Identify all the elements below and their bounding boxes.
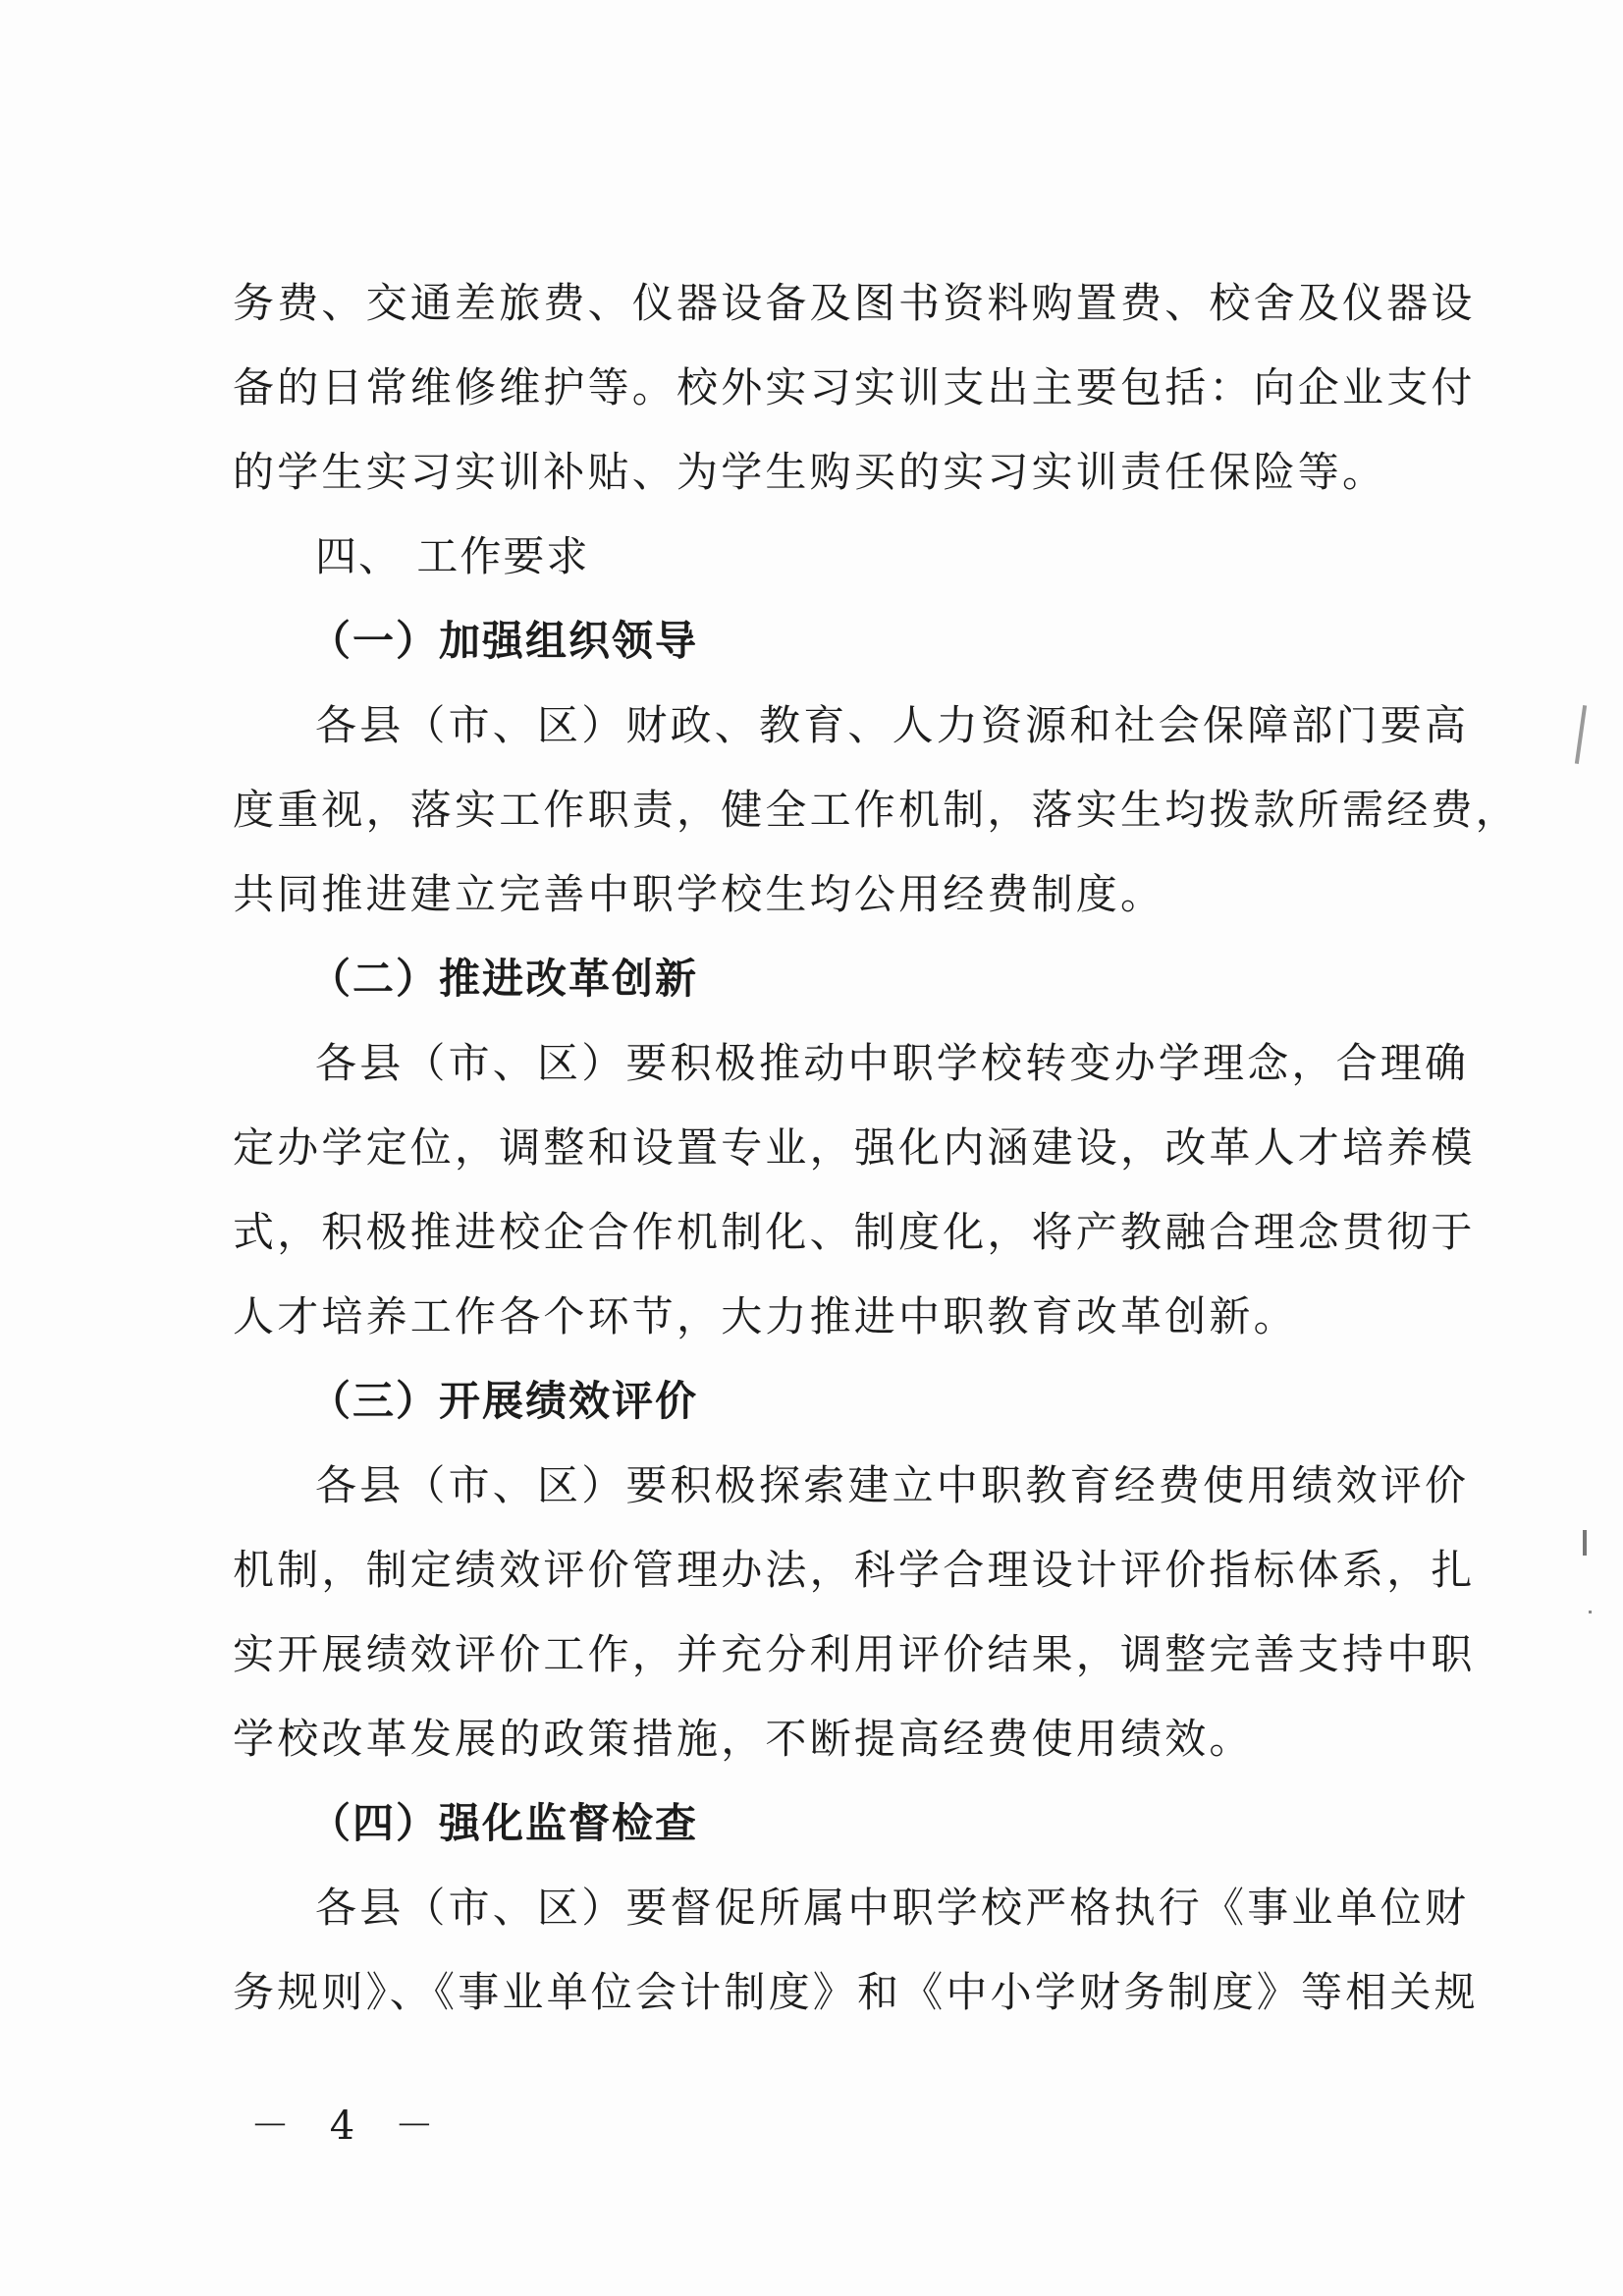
body-line: 定办学定位，调整和设置专业，强化内涵建设，改革人才培养模: [233, 1123, 1476, 1172]
scan-mark: [1583, 1530, 1587, 1556]
body-line: 务费、交通差旅费、仪器设备及图书资料购置费、校舍及仪器设: [233, 279, 1476, 327]
body-line: 学校改革发展的政策措施，不断提高经费使用绩效。: [233, 1715, 1254, 1763]
body-line: 共同推进建立完善中职学校生均公用经费制度。: [233, 870, 1165, 918]
body-line: 各县（市、区）要督促所属中职学校严格执行《事业单位财: [315, 1884, 1470, 1932]
body-line: 各县（市、区）要积极推动中职学校转变办学理念，合理确: [315, 1039, 1470, 1087]
body-line: 的学生实习实训补贴、为学生购买的实习实训责任保险等。: [233, 448, 1387, 496]
body-line: 机制，制定绩效评价管理办法，科学合理设计评价指标体系，扎: [233, 1546, 1476, 1594]
body-line: 务规则》、《事业单位会计制度》和《中小学财务制度》等相关规: [233, 1968, 1479, 2016]
scan-mark: [1575, 705, 1587, 764]
body-line: 人才培养工作各个环节，大力推进中职教育改革创新。: [233, 1292, 1298, 1340]
page-number: － 4 －: [250, 2104, 448, 2149]
body-line: 实开展绩效评价工作，并充分利用评价结果，调整完善支持中职: [233, 1630, 1476, 1678]
subsection-heading: （三）开展绩效评价: [309, 1377, 699, 1425]
body-line: 各县（市、区）要积极探索建立中职教育经费使用绩效评价: [315, 1461, 1470, 1509]
body-line: 各县（市、区）财政、教育、人力资源和社会保障部门要高: [315, 701, 1470, 749]
body-line: 度重视，落实工作职责，健全工作机制，落实生均拨款所需经费，: [233, 786, 1520, 834]
subsection-heading: （二）推进改革创新: [309, 955, 699, 1003]
subsection-heading: （四）强化监督检查: [309, 1799, 699, 1847]
body-line: 备的日常维修维护等。校外实习实训支出主要包括：向企业支付: [233, 363, 1476, 411]
subsection-heading: （一）加强组织领导: [309, 617, 699, 665]
scan-mark: [1589, 1611, 1592, 1613]
section-heading: 四、 工作要求: [315, 532, 590, 580]
body-line: 式，积极推进校企合作机制化、制度化，将产教融合理念贯彻于: [233, 1208, 1476, 1256]
